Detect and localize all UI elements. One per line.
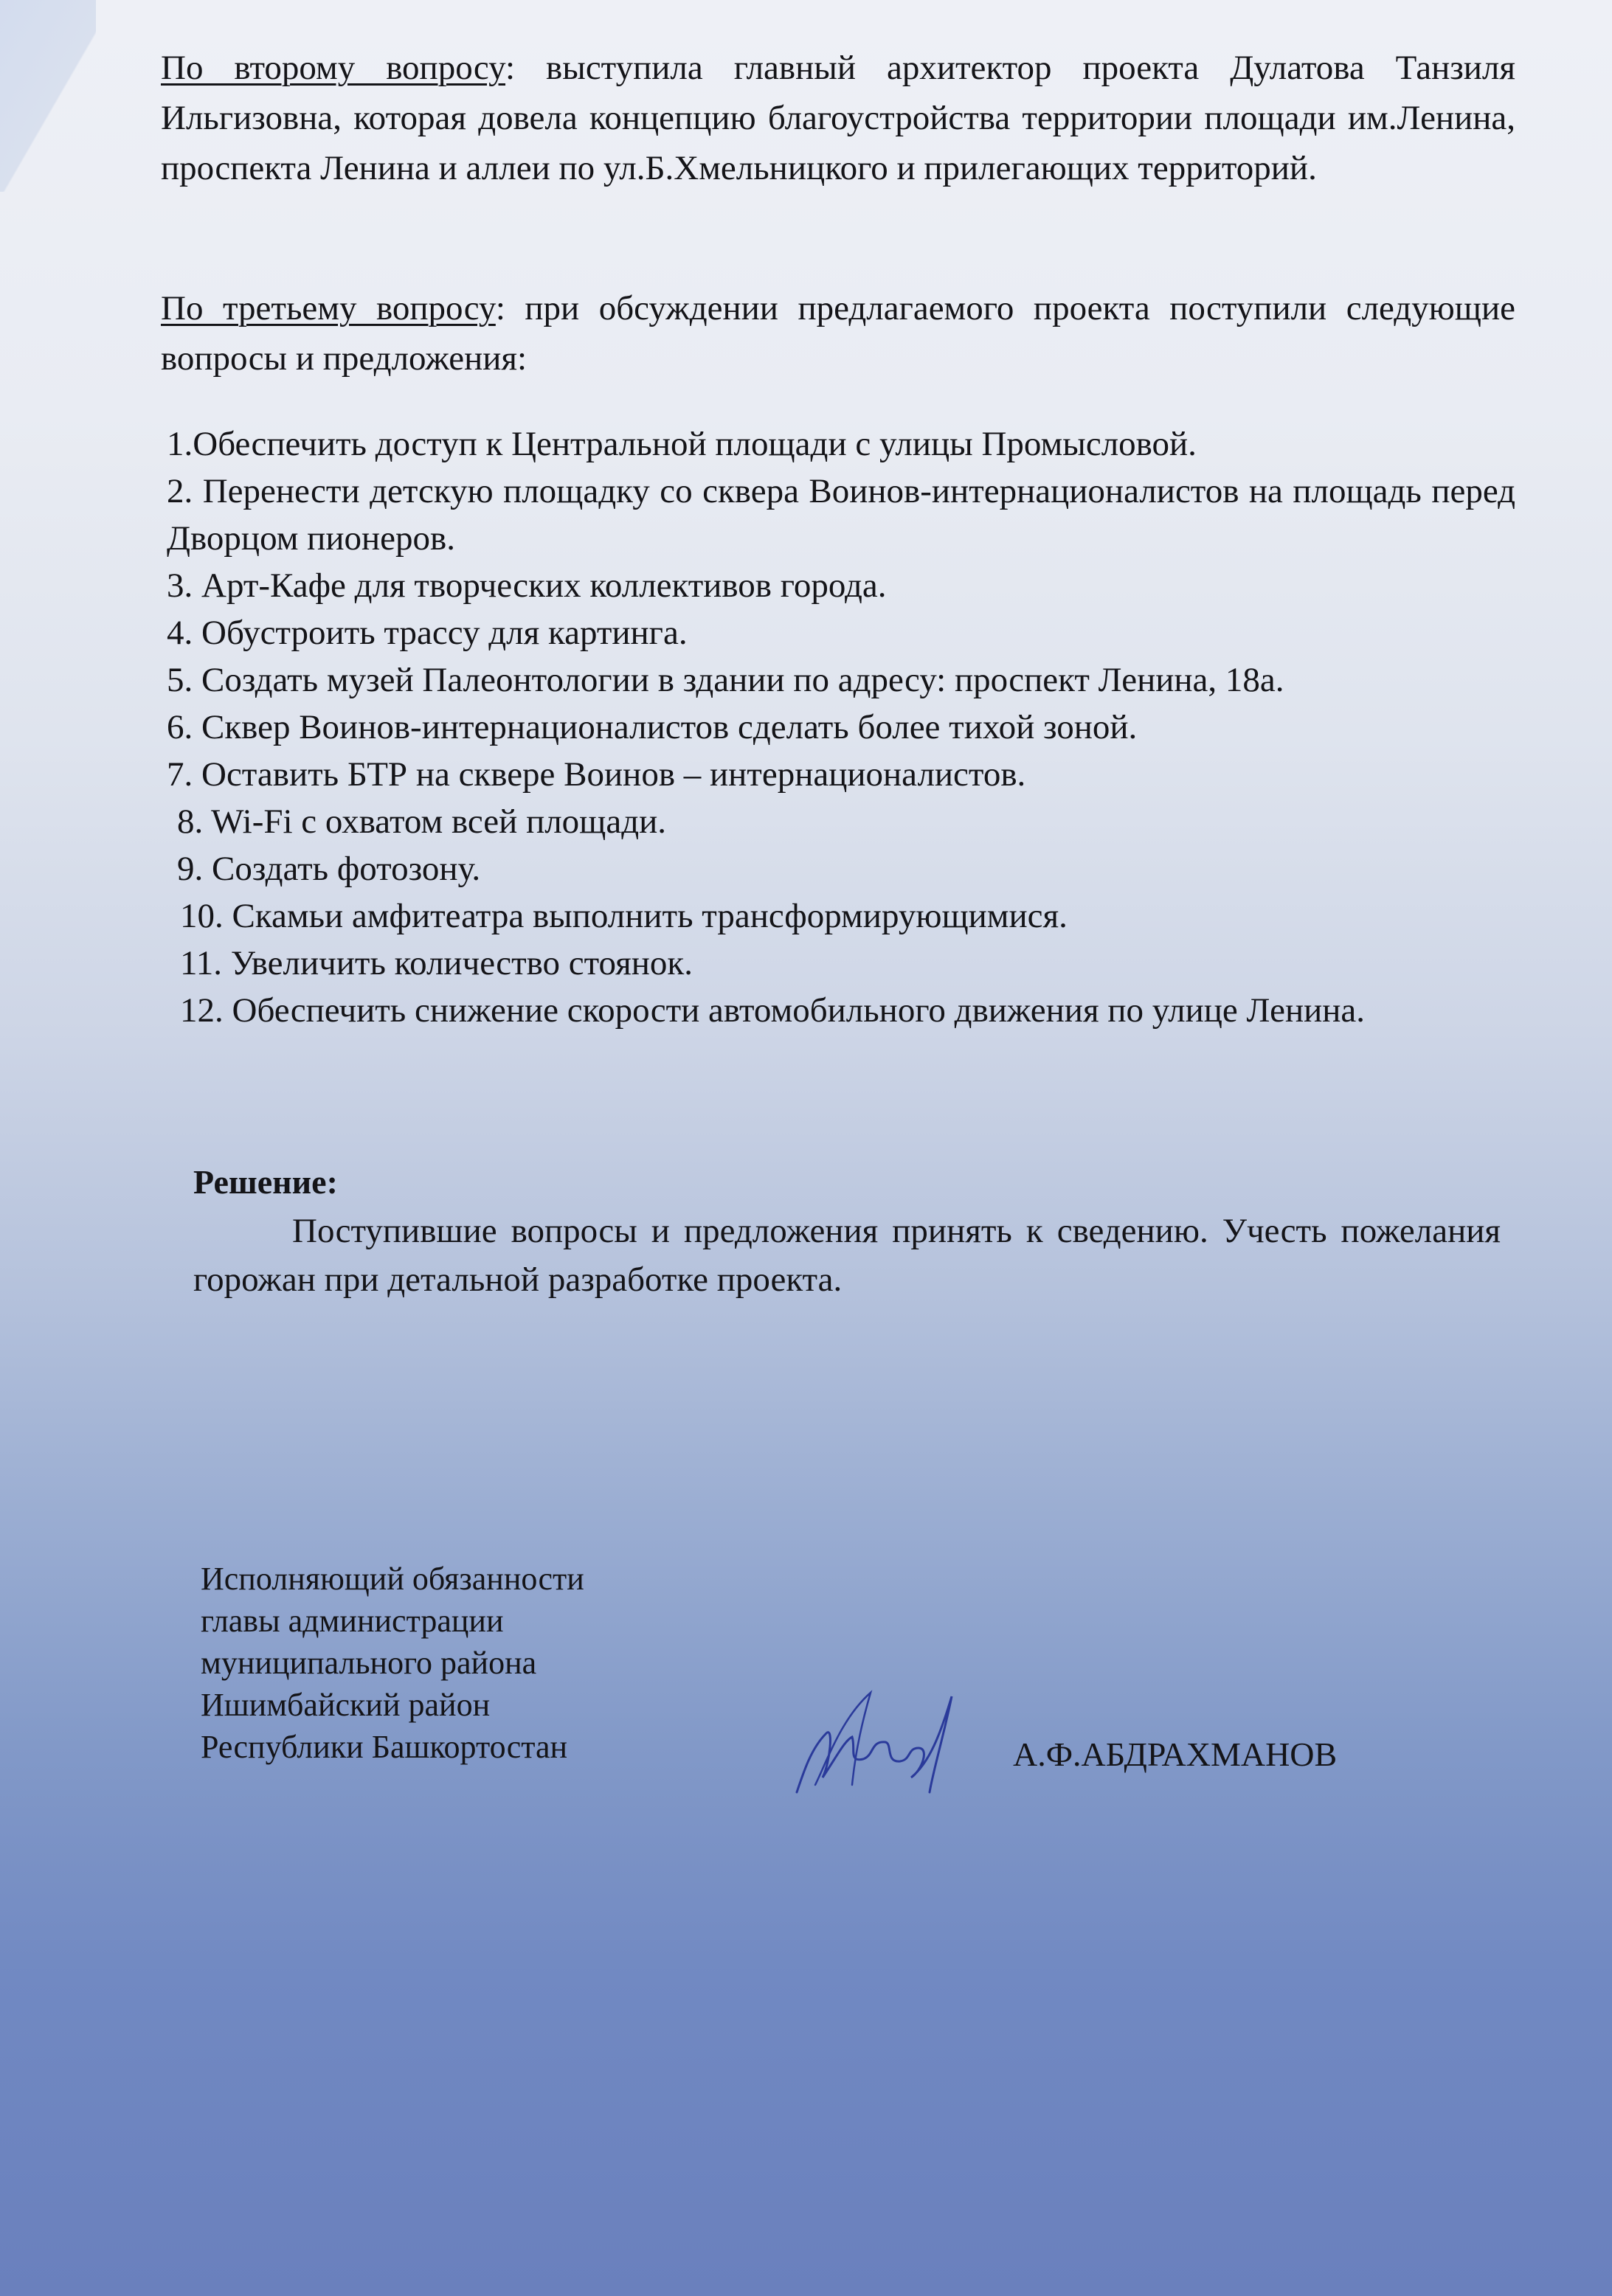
proposal-item: 5. Создать музей Палеонтологии в здании по адресу: проспект Ленина, 18а. xyxy=(167,661,1284,699)
proposal-item: 8. Wi-Fi с охватом всей площади. xyxy=(177,802,667,841)
decision-title: Решение: xyxy=(193,1163,338,1201)
proposal-item: 7. Оставить БТР на сквере Воинов – интернационалистов. xyxy=(167,755,1026,794)
proposal-item: 3. Арт-Кафе для творческих коллективов города. xyxy=(167,566,887,605)
third-question-paragraph xyxy=(161,283,1515,384)
proposal-item: 1.Обеспечить доступ к Центральной площади с улицы Промысловой. xyxy=(167,425,1197,463)
proposal-item: 9. Создать фотозону. xyxy=(177,850,481,888)
signer-line: Республики Башкортостан xyxy=(201,1729,568,1765)
proposals-list xyxy=(167,420,1515,1034)
second-question-paragraph xyxy=(161,43,1515,193)
signer-title xyxy=(201,1558,584,1768)
proposal-item: 6. Сквер Воинов-интернационалистов сделать более тихой зоной. xyxy=(167,708,1138,746)
signer-line: муниципального района xyxy=(201,1645,537,1681)
proposal-item: 12. Обеспечить снижение скорости автомобильного движения по улице Ленина. xyxy=(180,991,1366,1030)
proposal-item: 4. Обустроить трассу для картинга. xyxy=(167,614,688,652)
second-question-text: : выступила главный архитектор проекта Дулатова Танзиля Ильгизовна, которая довела концепцию благоустройства территории площади им.Ленина, проспекта Ленина и аллеи по ул.Б.Хмельницкого и прилегающих территорий. xyxy=(161,49,1516,187)
signer-line: Исполняющий обязанности xyxy=(201,1561,584,1597)
second-question-label: По второму вопросу xyxy=(161,49,506,87)
signer-line: главы администрации xyxy=(201,1603,504,1639)
third-question-text: : при обсуждении предлагаемого проекта поступили следующие вопросы и предложения: xyxy=(161,289,1515,378)
signer-name: А.Ф.АБДРАХМАНОВ xyxy=(1013,1735,1338,1773)
proposal-item: 10. Скамьи амфитеатра выполнить трансформирующимися. xyxy=(180,897,1068,935)
folded-corner xyxy=(0,0,96,192)
signer-line: Ишимбайский район xyxy=(201,1687,491,1723)
decision-text: Поступившие вопросы и предложения принять к сведению. Учесть пожелания горожан при детальной разработке проекта. xyxy=(193,1212,1501,1299)
proposal-item: 2. Перенести детскую площадку со сквера Воинов-интернационалистов на площадь перед Дворцом пионеров. xyxy=(167,472,1515,558)
third-question-label: По третьему вопросу xyxy=(161,289,496,327)
handwritten-signature xyxy=(782,1689,974,1800)
proposal-item: 11. Увеличить количество стоянок. xyxy=(180,944,693,982)
